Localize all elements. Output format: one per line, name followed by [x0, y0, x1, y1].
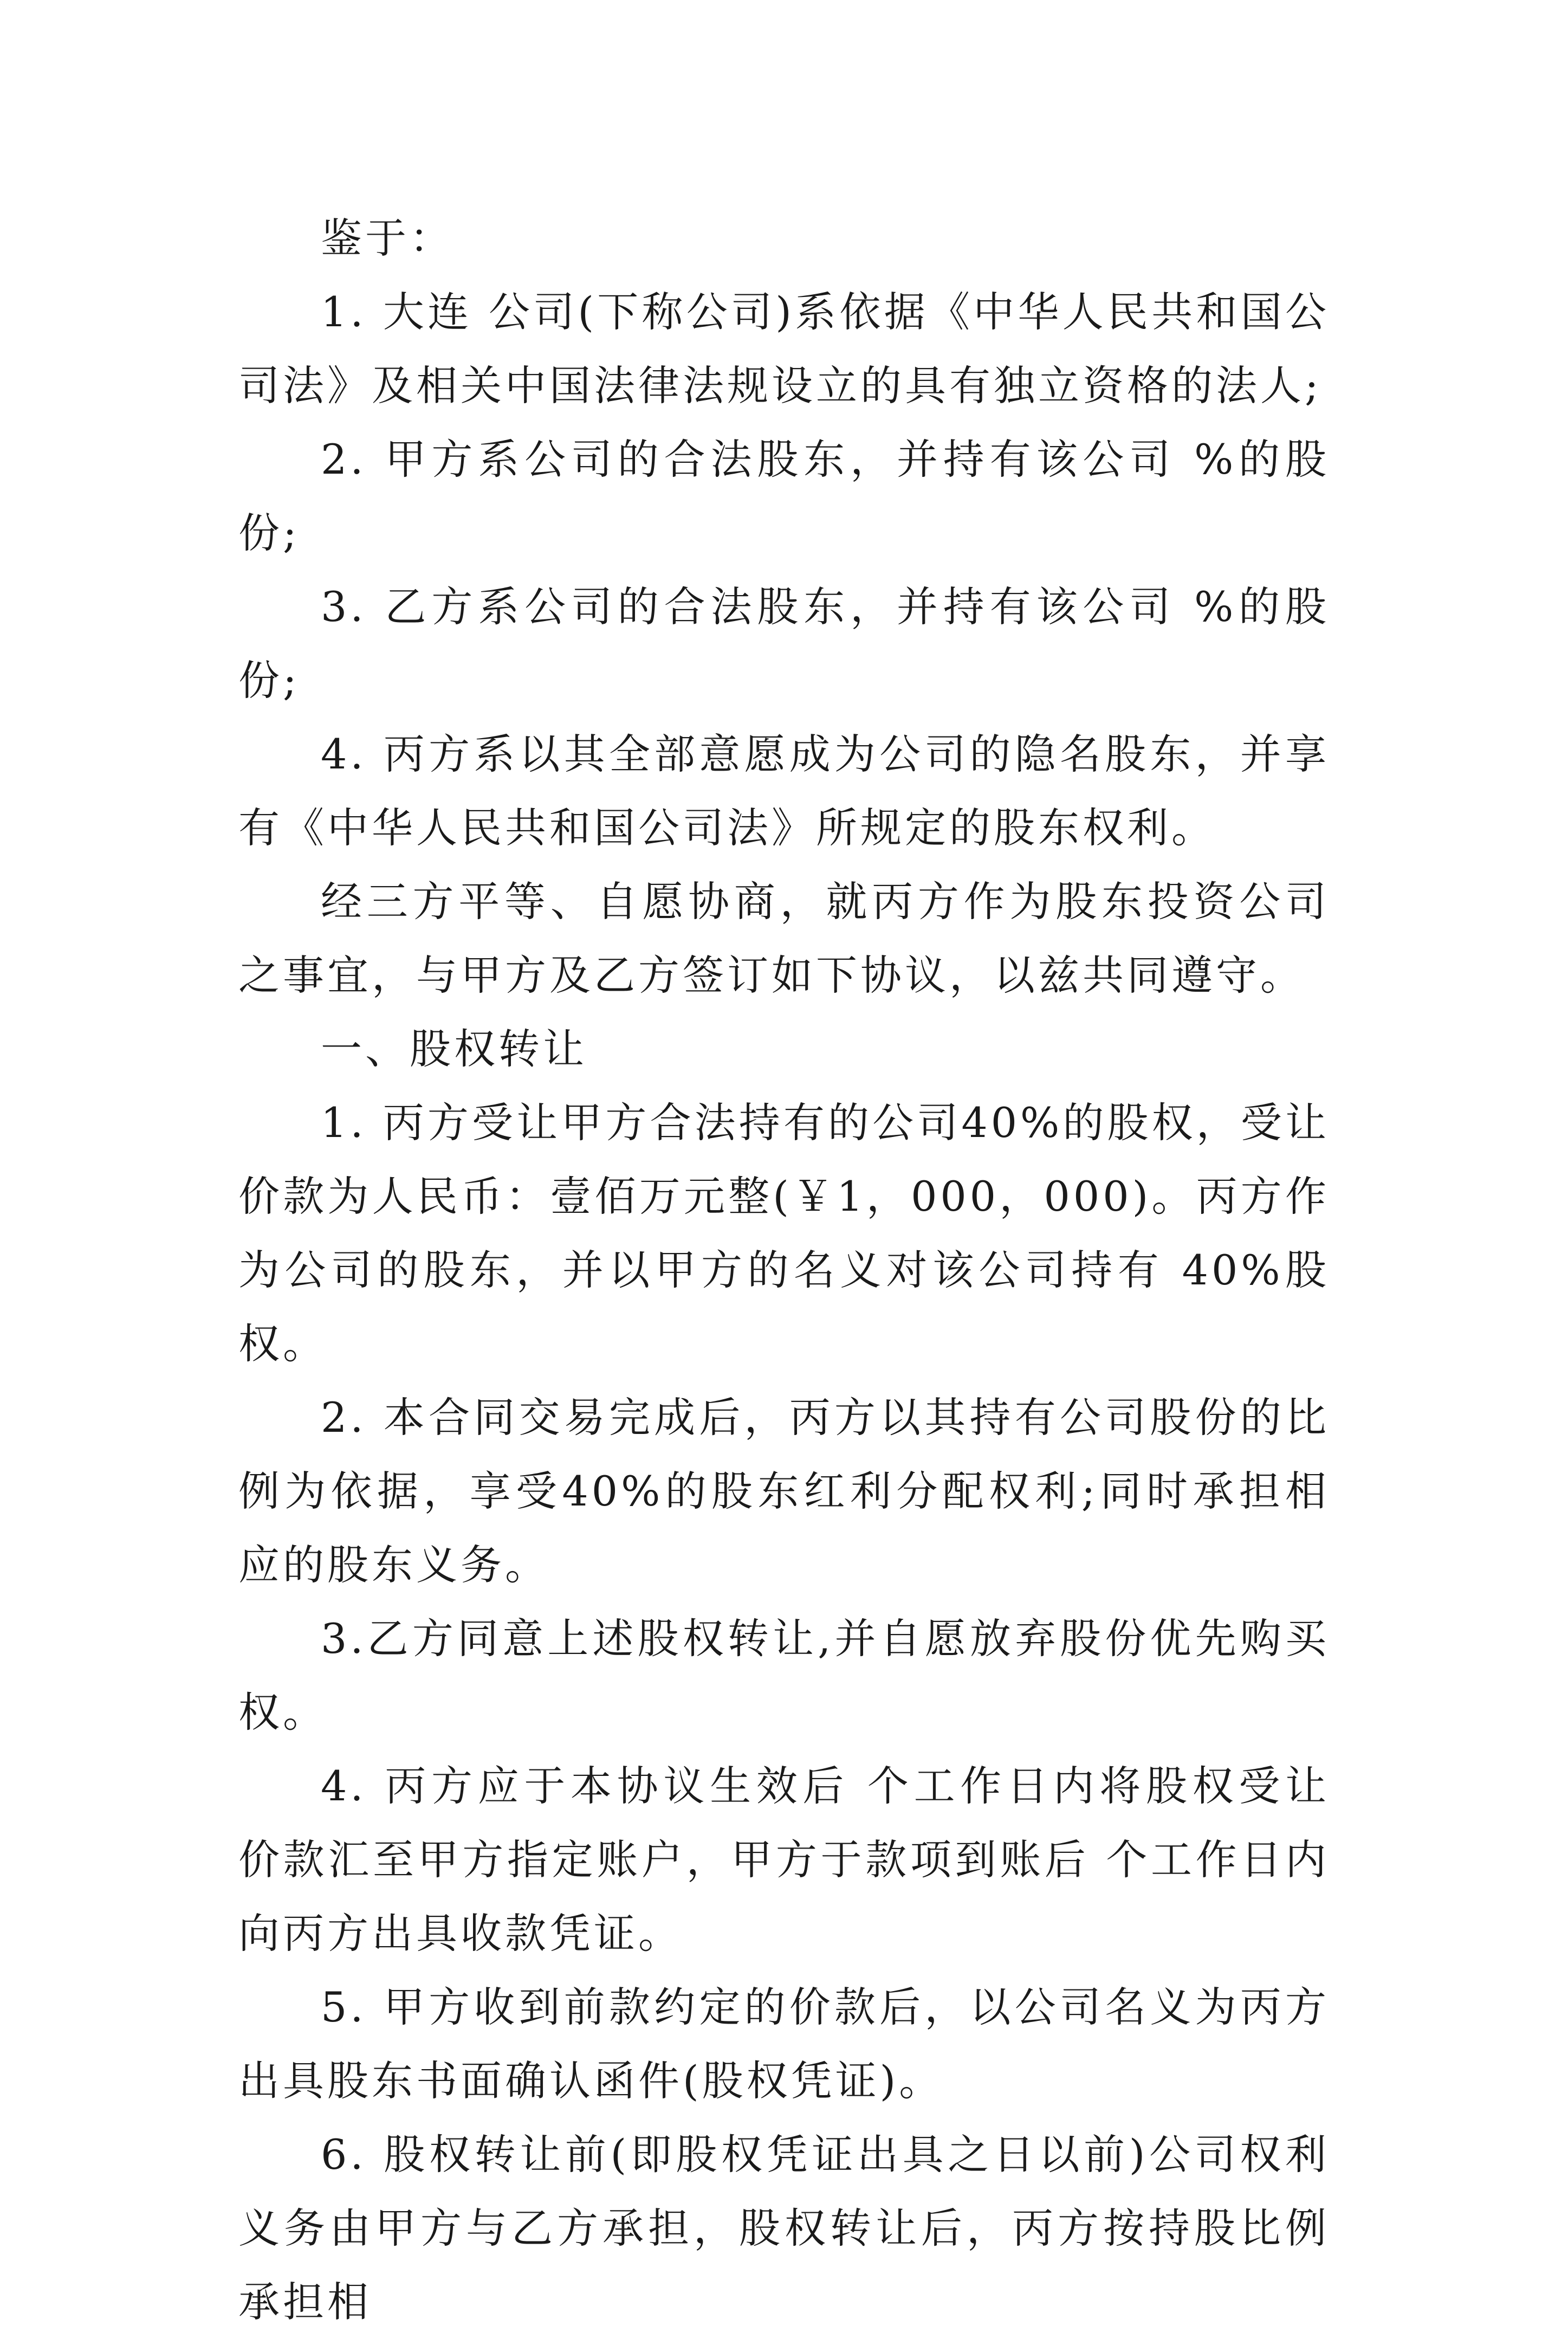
paragraph-clause-4: 4. 丙方应于本协议生效后 个工作日内将股权受让价款汇至甲方指定账户，甲方于款项到账后 个工作日内向丙方出具收款凭证。	[238, 1762, 1330, 1957]
paragraph-recital-3: 3. 乙方系公司的合法股东，并持有该公司 %的股份;	[238, 583, 1330, 705]
paragraph-recital-2: 2. 甲方系公司的合法股东，并持有该公司 %的股份;	[238, 435, 1330, 557]
paragraph-recital-1: 1. 大连 公司(下称公司)系依据《中华人民共和国公司法》及相关中国法律法规设立的具有独立资格的法人;	[238, 288, 1330, 410]
paragraph-clause-2: 2. 本合同交易完成后，丙方以其持有公司股份的比例为依据，享受40%的股东红利分配权利;同时承担相应的股东义务。	[238, 1393, 1330, 1589]
section-heading-equity-transfer: 一、股权转让	[321, 1025, 587, 1073]
paragraph-clause-6: 6. 股权转让前(即股权凭证出具之日以前)公司权利义务由甲方与乙方承担，股权转让后，丙方按持股比例承担相	[238, 2130, 1330, 2326]
paragraph-clause-3: 3.乙方同意上述股权转让,并自愿放弃股份优先购买权。	[238, 1614, 1330, 1736]
paragraph-recital-4: 4. 丙方系以其全部意愿成为公司的隐名股东，并享有《中华人民共和国公司法》所规定的股东权利。	[238, 730, 1330, 852]
paragraph-preamble-heading: 鉴于：	[321, 214, 454, 262]
paragraph-agreement-intro: 经三方平等、自愿协商，就丙方作为股东投资公司之事宜，与甲方及乙方签订如下协议，以兹共同遵守。	[238, 877, 1330, 999]
paragraph-clause-5: 5. 甲方收到前款约定的价款后，以公司名义为丙方出具股东书面确认函件(股权凭证)。	[238, 1983, 1330, 2105]
paragraph-clause-1: 1. 丙方受让甲方合法持有的公司40%的股权，受让价款为人民币：壹佰万元整(￥1，000，000)。丙方作为公司的股东，并以甲方的名义对该公司持有 40%股权。	[238, 1099, 1330, 1368]
